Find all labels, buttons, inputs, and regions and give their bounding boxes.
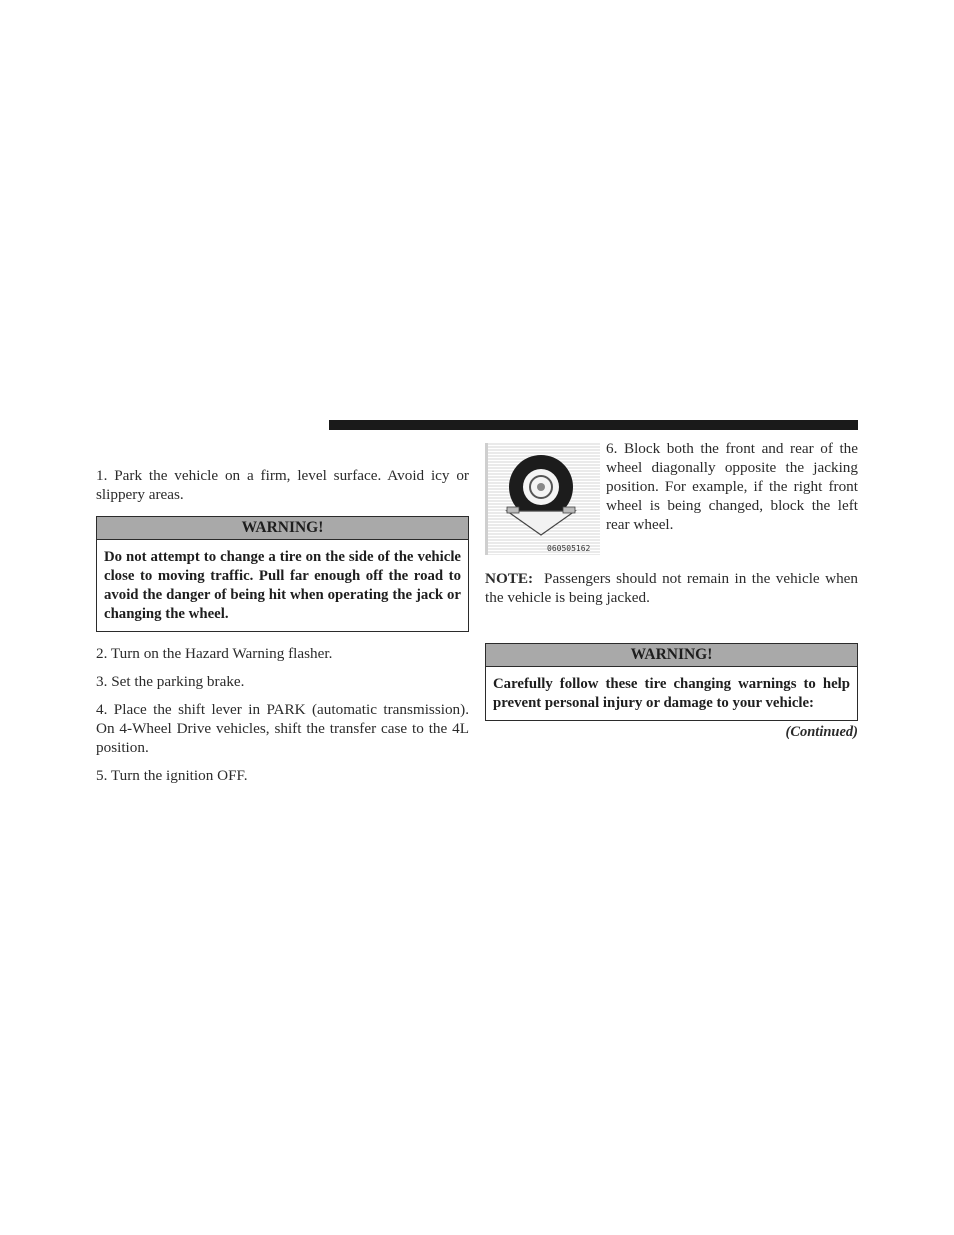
warning-body: Carefully follow these tire changing warnings to help prevent personal injury or damage to your vehicle: xyxy=(493,676,850,711)
step-4-text: 4. Place the shift lever in PARK (automatic transmission). On 4-Wheel Drive vehicles, shift the transfer case to the 4L position. xyxy=(96,701,469,756)
step-3-text: 3. Set the parking brake. xyxy=(96,673,245,690)
warning-title: WARNING! xyxy=(97,517,468,540)
figure-code: 060505162 xyxy=(547,544,591,553)
step-2-text: 2. Turn on the Hazard Warning flasher. xyxy=(96,645,333,662)
right-column xyxy=(485,439,858,742)
step-6-text: 6. Block both the front and rear of the wheel diagonally opposite the jacking position. For example, if the right front wheel is being changed, block the left rear wheel. xyxy=(606,440,858,533)
wheel-block-figure xyxy=(485,443,600,555)
section-header-bar xyxy=(329,420,858,430)
step-5-text: 5. Turn the ignition OFF. xyxy=(96,767,248,784)
note-paragraph xyxy=(485,569,858,607)
warning-box-traffic xyxy=(96,516,469,632)
step-1-text: 1. Park the vehicle on a firm, level surface. Avoid icy or slippery areas. xyxy=(96,467,469,503)
warning-box-tire-changing xyxy=(485,643,858,721)
warning-body: Do not attempt to change a tire on the side of the vehicle close to moving traffic. Pull far enough off the road to avoid the danger of being hit when operating the jack or changing the wheel. xyxy=(104,549,461,622)
figure-row xyxy=(485,439,858,557)
note-label: NOTE: xyxy=(485,570,534,587)
note-text: Passengers should not remain in the vehicle when the vehicle is being jacked. xyxy=(485,570,859,606)
left-column xyxy=(96,466,469,794)
warning-title: WARNING! xyxy=(486,644,857,667)
wheel-chock-illustration xyxy=(485,443,600,555)
continued-label: (Continued) xyxy=(785,724,858,740)
